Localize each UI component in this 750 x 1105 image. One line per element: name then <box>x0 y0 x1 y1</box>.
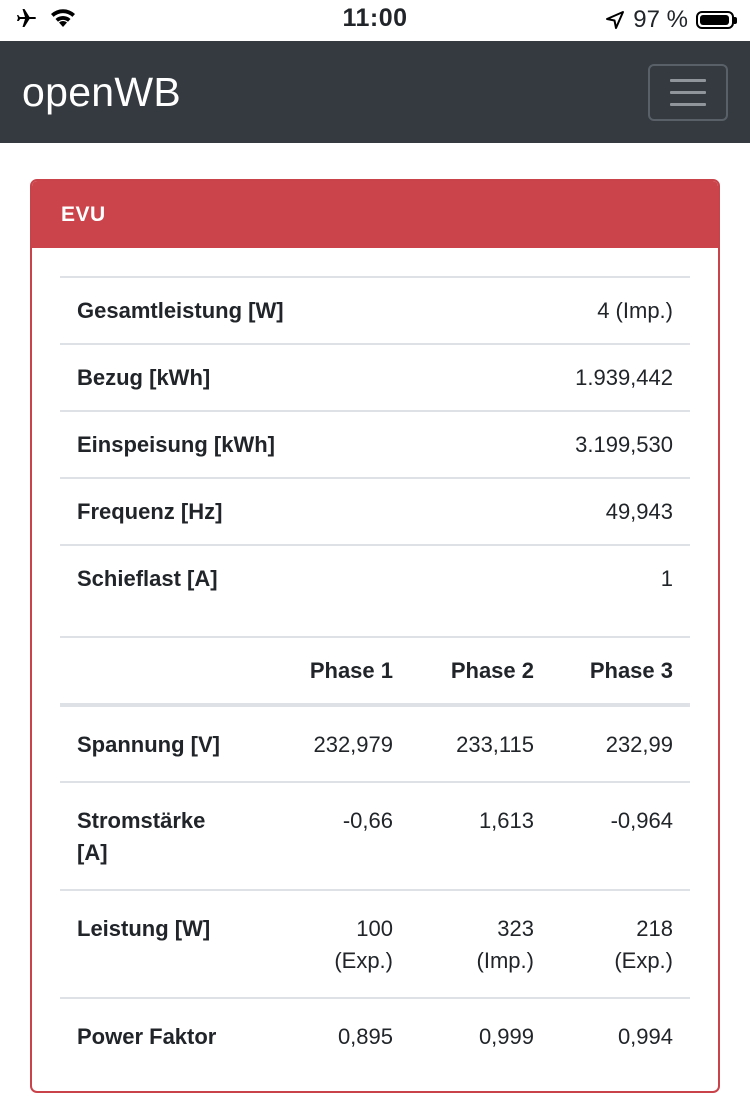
table-row <box>60 998 690 1073</box>
phase-1-value: -0,66 <box>270 782 410 890</box>
phase-2-value: 1,613 <box>410 782 551 890</box>
column-header-phase-2: Phase 2 <box>410 637 551 705</box>
phase-2-value: 0,999 <box>410 998 551 1073</box>
battery-percentage: 97 % <box>633 6 688 33</box>
battery-icon <box>696 11 734 29</box>
card-title: EVU <box>32 181 718 248</box>
power-direction: (Imp.) <box>476 948 534 973</box>
table-row <box>60 782 690 890</box>
row-label: Bezug [kWh] <box>60 344 467 411</box>
row-label: Power Faktor <box>60 998 270 1073</box>
phase-1-value: 232,979 <box>313 732 393 757</box>
table-row <box>60 411 690 478</box>
power-value: 100 <box>356 916 393 941</box>
table-row <box>60 890 690 998</box>
power-value: 323 <box>497 916 534 941</box>
power-direction: (Exp.) <box>334 948 393 973</box>
column-header-phase-1: Phase 1 <box>270 637 410 705</box>
location-arrow-icon <box>605 10 625 30</box>
phases-table <box>60 636 690 1073</box>
phase-2-value <box>410 890 551 998</box>
summary-table <box>60 276 690 612</box>
table-row <box>60 545 690 612</box>
row-value: 4 (Imp.) <box>467 277 690 344</box>
brand-logo[interactable]: openWB <box>22 69 182 115</box>
table-row <box>60 705 690 782</box>
evu-card <box>30 179 720 1093</box>
row-label: Einspeisung [kWh] <box>60 411 467 478</box>
phase-3-value <box>551 890 690 998</box>
navbar <box>0 41 750 143</box>
column-header <box>60 637 270 705</box>
table-row <box>60 478 690 545</box>
row-value: 3.199,530 <box>467 411 690 478</box>
row-label: Leistung [W] <box>60 890 270 998</box>
table-header-row <box>60 637 690 705</box>
menu-toggle-button[interactable] <box>648 64 728 121</box>
power-direction: (Exp.) <box>614 948 673 973</box>
row-label-line: [A] <box>77 840 108 865</box>
row-value: 1.939,442 <box>467 344 690 411</box>
phase-1-value: 0,895 <box>270 998 410 1073</box>
phase-3-value: 232,99 <box>605 732 673 757</box>
row-label: Frequenz [Hz] <box>60 478 467 545</box>
hamburger-icon <box>670 79 706 82</box>
row-label: Gesamtleistung [W] <box>60 277 467 344</box>
row-label-line: Stromstärke <box>77 808 206 833</box>
clock-time: 11:00 <box>342 4 408 32</box>
phase-1-value <box>270 890 410 998</box>
phase-3-value: -0,964 <box>551 782 690 890</box>
table-row <box>60 277 690 344</box>
column-header-phase-3: Phase 3 <box>551 637 690 705</box>
row-value: 1 <box>467 545 690 612</box>
status-bar <box>0 0 750 41</box>
table-row <box>60 344 690 411</box>
row-label: Schieflast [A] <box>60 545 467 612</box>
phase-2-value: 233,115 <box>456 732 534 757</box>
row-label <box>60 782 270 890</box>
row-label: Spannung [V] <box>77 732 220 757</box>
phase-3-value: 0,994 <box>551 998 690 1073</box>
power-value: 218 <box>636 916 673 941</box>
row-value: 49,943 <box>467 478 690 545</box>
